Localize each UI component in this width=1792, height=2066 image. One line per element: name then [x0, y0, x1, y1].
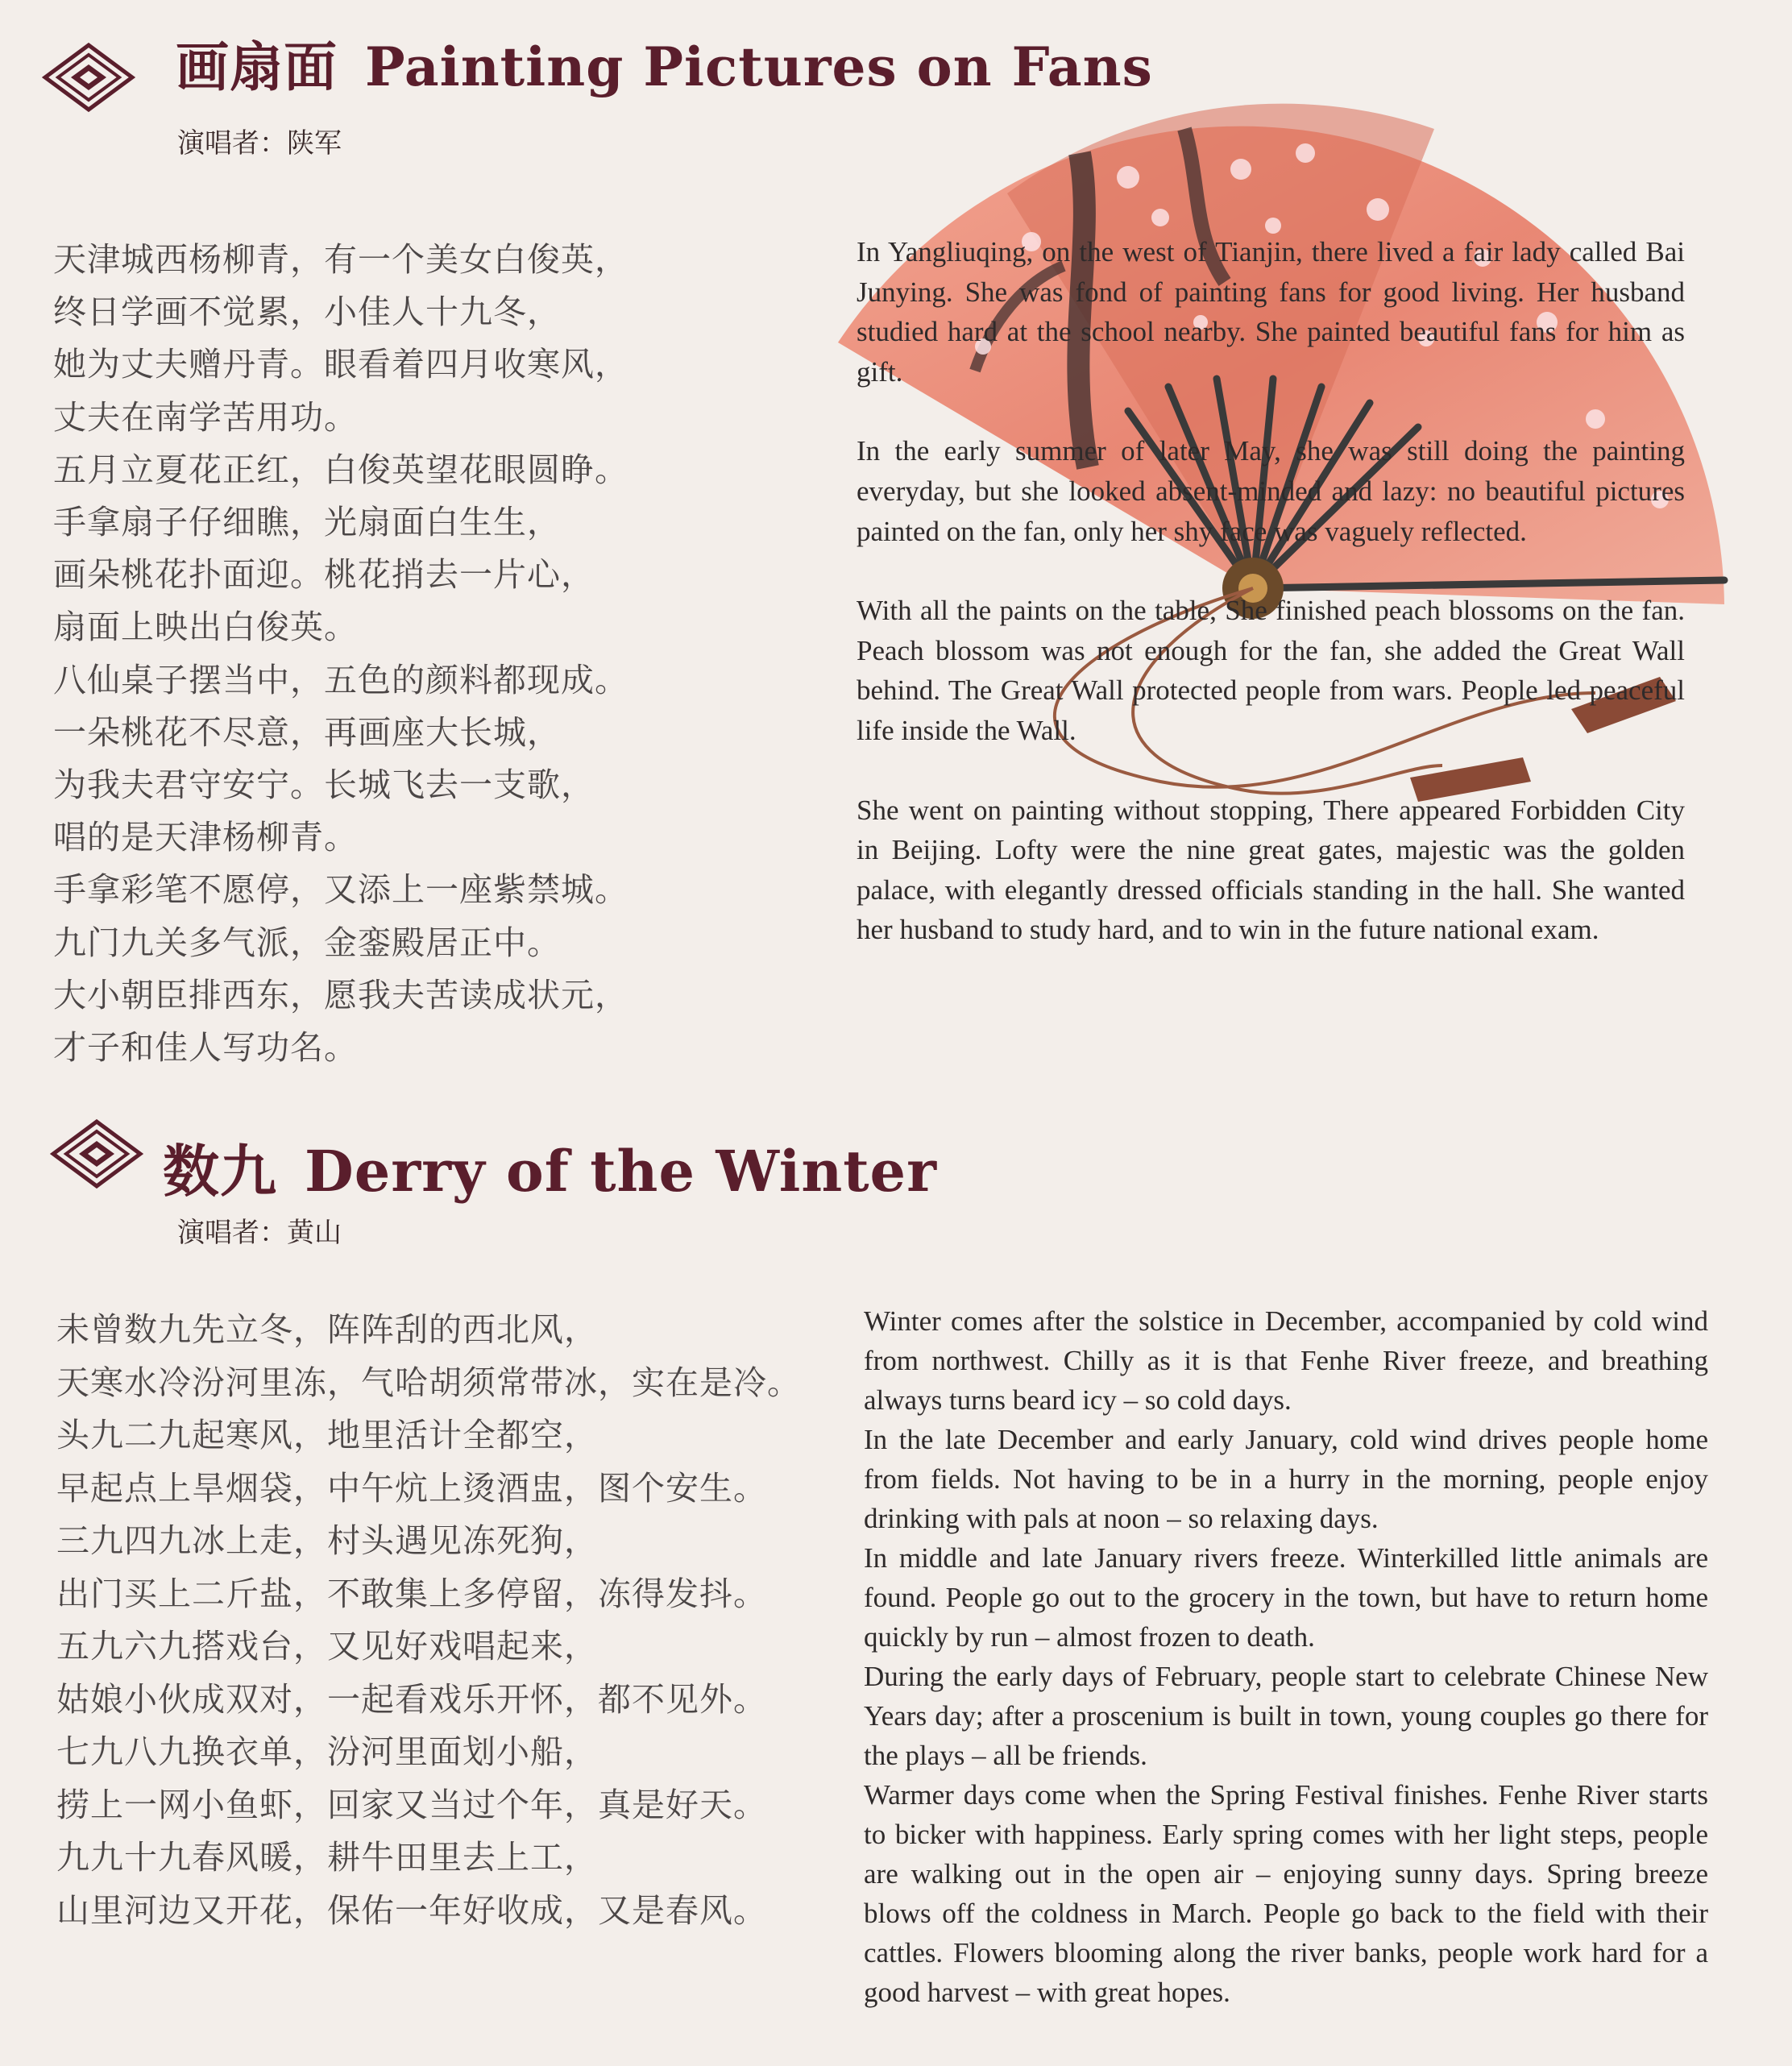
section-title-en: Painting Pictures on Fans	[365, 35, 1153, 98]
lyric-line: 九门九关多气派，金銮殿居正中。	[53, 923, 561, 962]
section-title-zh: 画扇面	[176, 35, 338, 98]
translation-paragraph: In the late December and early January, cold wind drives people home from fields. Not having to be in a hurry in the morning, people enjoy drinking with pals at noon – so relaxing days.	[864, 1424, 1708, 1534]
lyric-line: 手拿彩笔不愿停，又添上一座紫禁城。	[53, 870, 628, 910]
translation-paragraph: In Yangliuqing, on the west of Tianjin, there lived a fair lady called Bai Junying. She was fond of painting fans for good living. Her husband studied hard at the school nearby. She painted beautiful fans for him as gift.	[857, 236, 1685, 388]
english-translation	[857, 232, 1685, 950]
lyric-line: 终日学画不觉累，小佳人十九冬，	[53, 292, 561, 332]
lyric-line: 扇面上映出白俊英。	[53, 608, 358, 647]
lyric-line: 出门买上二斤盐，不敢集上多停留，冻得发抖。	[56, 1574, 767, 1613]
chinese-lyrics	[53, 234, 628, 1074]
diamond-ornament-icon	[50, 1118, 143, 1189]
section-title	[163, 1126, 937, 1208]
translation-paragraph: Winter comes after the solstice in December, accompanied by cold wind from northwest. Chilly as it is that Fenhe River freeze, and breathing always turns beard icy – so cold days.	[864, 1305, 1708, 1416]
lyric-line: 才子和佳人写功名。	[53, 1028, 358, 1068]
translation-paragraph: During the early days of February, people start to celebrate Chinese New Years day; after a proscenium is built in town, young couples go there for the plays – all be friends.	[864, 1661, 1708, 1771]
lyric-line: 天寒水冷汾河里冻，气哈胡须常带冰，实在是冷。	[56, 1363, 801, 1402]
section-title-en: Derry of the Winter	[305, 1138, 937, 1205]
translation-paragraph: In the early summer of later May, she was still doing the painting everyday, but she looked absent-minded and lazy: no beautiful pictures painted on the fan, only her shy face was vaguely reflected.	[857, 435, 1685, 547]
lyric-line: 七九八九换衣单，汾河里面划小船，	[56, 1732, 598, 1771]
english-translation	[864, 1301, 1708, 2012]
lyric-line: 手拿扇子仔细瞧，光扇面白生生，	[53, 503, 561, 542]
lyric-line: 一朵桃花不尽意，再画座大长城，	[53, 712, 561, 752]
singer-credit: 演唱者：黄山	[177, 1217, 342, 1249]
lyric-line: 八仙桌子摆当中，五色的颜料都现成。	[53, 660, 628, 699]
section-title-zh: 数九	[163, 1138, 277, 1205]
lyric-line: 九九十九春风暖，耕牛田里去上工，	[56, 1838, 598, 1877]
lyric-line: 三九四九冰上走，村头遇见冻死狗，	[56, 1521, 598, 1560]
singer-credit: 演唱者：陕军	[177, 127, 342, 160]
lyric-line: 她为丈夫赠丹青。眼看着四月收寒风，	[53, 345, 628, 384]
lyric-line: 天津城西杨柳青，有一个美女白俊英，	[53, 240, 628, 279]
lyric-line: 头九二九起寒风，地里活计全都空，	[56, 1416, 598, 1454]
translation-paragraph: In middle and late January rivers freeze. Winterkilled little animals are found. People go out to the grocery in the town, but have to return home quickly by run – almost frozen to death.	[864, 1542, 1708, 1653]
lyric-line: 捞上一网小鱼虾，回家又当过个年，真是好天。	[56, 1785, 767, 1824]
diamond-ornament-icon	[42, 42, 135, 113]
lyric-line: 画朵桃花扑面迎。桃花捎去一片心，	[53, 555, 595, 595]
lyric-line: 为我夫君守安宁。长城飞去一支歌，	[53, 765, 595, 805]
translation-paragraph: With all the paints on the table, She finished peach blossoms on the fan. Peach blossom was not enough for the fan, she added the Great Wall behind. The Great Wall protected people from wars. People led peaceful life inside the Wall.	[857, 595, 1685, 746]
lyric-line: 唱的是天津杨柳青。	[53, 818, 358, 857]
translation-paragraph: She went on painting without stopping, There appeared Forbidden City in Beijing. Lofty were the nine great gates, majestic was the golden palace, with elegantly dressed officials standing in the hall. She wanted her husband to study hard, and to win in the future national exam.	[857, 794, 1685, 946]
lyric-line: 山里河边又开花，保佑一年好收成，又是春风。	[56, 1890, 767, 1930]
lyric-line: 早起点上旱烟袋，中午炕上烫酒盅，图个安生。	[56, 1468, 767, 1508]
lyric-line: 大小朝臣排西东，愿我夫苦读成状元，	[53, 975, 628, 1014]
chinese-lyrics	[56, 1304, 801, 1937]
lyric-line: 五九六九搭戏台，又见好戏唱起来，	[56, 1627, 598, 1666]
lyric-line: 未曾数九先立冬，阵阵刮的西北风，	[56, 1310, 598, 1349]
translation-paragraph: Warmer days come when the Spring Festival finishes. Fenhe River starts to bicker with happiness. Early spring comes with her light steps, people are walking out in the open air – enjoying sunny days. Spring breeze blows off the coldness in March. People go back to the field with their cattles. Flowers blooming along the river banks, people work hard for a good harvest – with great hopes.	[864, 1779, 1708, 2008]
lyric-line: 五月立夏花正红，白俊英望花眼圆睁。	[53, 450, 628, 489]
lyric-line: 姑娘小伙成双对，一起看戏乐开怀，都不见外。	[56, 1679, 767, 1719]
lyric-line: 丈夫在南学苦用功。	[53, 397, 358, 437]
